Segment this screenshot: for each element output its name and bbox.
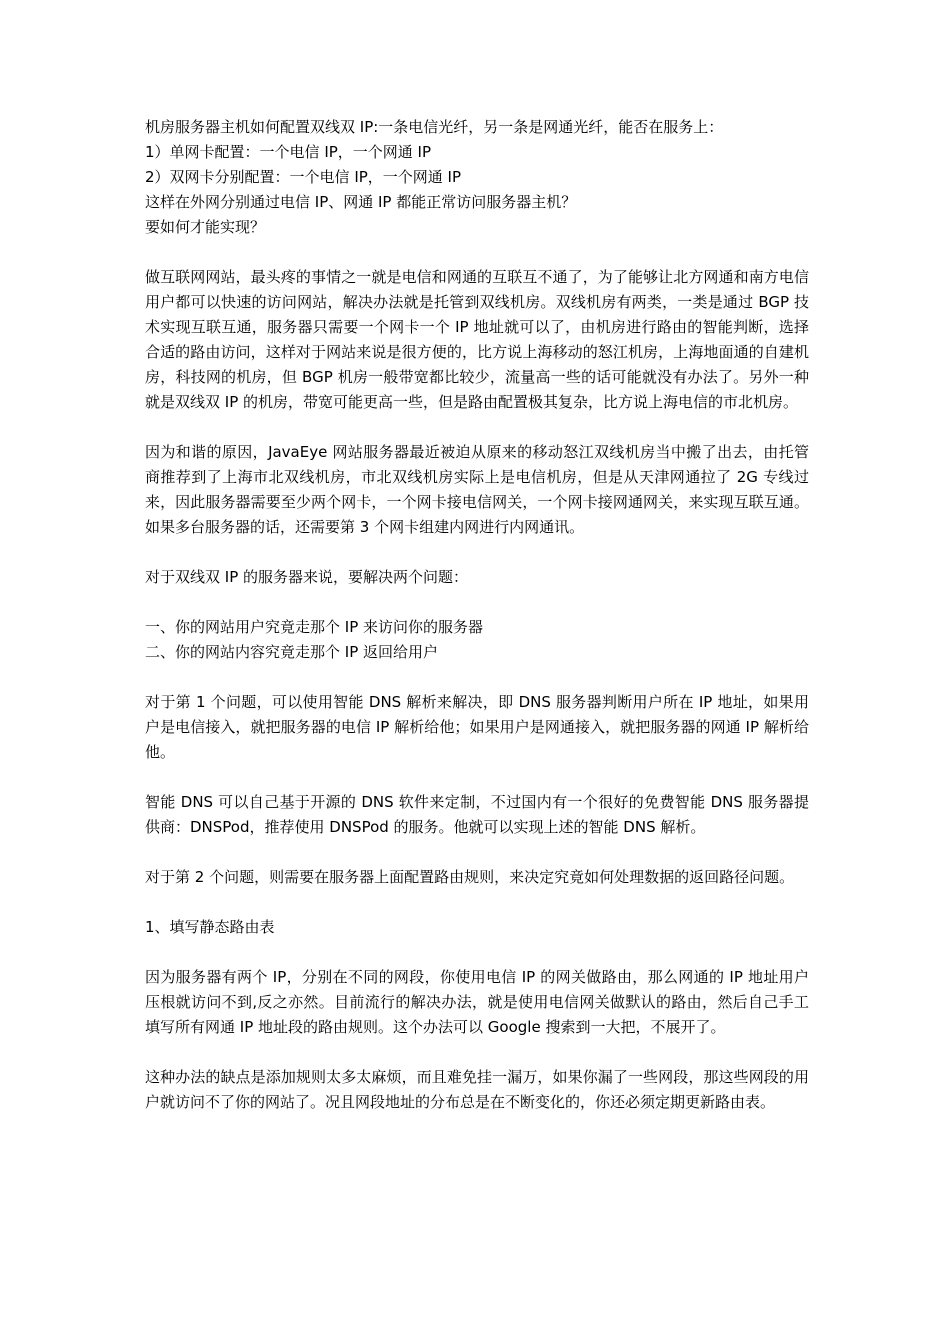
- paragraph-gap: [145, 1040, 809, 1065]
- intro-question: 机房服务器主机如何配置双线双 IP:一条电信光纤，另一条是网通光纤，能否在服务上：: [145, 118, 724, 136]
- paragraph-2: 因为和谐的原因，JavaEye 网站服务器最近被迫从原来的移动怒江双线机房当中搬了出去，由托管商推荐到了上海市北双线机房，市北双线机房实际上是电信机房，但是从天津网通拉了 2G 专线过来，因此服务器需要至少两个网卡，一个网卡接电信网关，一个网卡接网通网关，来实现互联互通。如果多台服务器的话，还需要第 3 个网卡组建内网进行内网通讯。: [145, 443, 809, 536]
- paragraph-1: 做互联网网站，最头疼的事情之一就是电信和网通的互联互不通了，为了能够让北方网通和南方电信用户都可以快速的访问网站，解决办法就是托管到双线机房。双线机房有两类，一类是通过 BGP 技术实现互联互通，服务器只需要一个网卡一个 IP 地址就可以了，由机房进行路由的智能判断，选择合适的路由访问，这样对于网站来说是很方便的，比方说上海移动的怒江机房，上海地面通的自建机房，科技网的机房，但 BGP 机房一般带宽都比较少，流量高一些的话可能就没有办法了。另外一种就是双线双 IP 的机房，带宽可能更高一些，但是路由配置极其复杂，比方说上海电信的市北机房。: [145, 268, 809, 411]
- paragraph-10: 这种办法的缺点是添加规则太多太麻烦，而且难免挂一漏万，如果你漏了一些网段，那这些网段的用户就访问不了你的网站了。况且网段地址的分布总是在不断变化的，你还必须定期更新路由表。: [145, 1068, 809, 1111]
- paragraph-5: 对于第 1 个问题，可以使用智能 DNS 解析来解决，即 DNS 服务器判断用户所在 IP 地址，如果用户是电信接入，就把服务器的电信 IP 解析给他；如果用户是网通接入，就把服务器的网通 IP 解析给他。: [145, 693, 809, 761]
- paragraph-gap: [145, 940, 809, 965]
- paragraph-gap: [145, 765, 809, 790]
- problem-1: 一、你的网站用户究竟走那个 IP 来访问你的服务器: [145, 618, 484, 636]
- paragraph-gap: [145, 590, 809, 615]
- paragraph-7: 对于第 2 个问题，则需要在服务器上面配置路由规则，来决定究竟如何处理数据的返回路径问题。: [145, 868, 795, 886]
- section-heading-static-route: 1、填写静态路由表: [145, 918, 275, 936]
- intro-question-2: 这样在外网分别通过电信 IP、网通 IP 都能正常访问服务器主机？: [145, 193, 577, 211]
- paragraph-gap: [145, 665, 809, 690]
- intro-option-2: 2）双网卡分别配置：一个电信 IP，一个网通 IP: [145, 168, 462, 186]
- document-body: [145, 115, 809, 1115]
- paragraph-3: 对于双线双 IP 的服务器来说，要解决两个问题：: [145, 568, 469, 586]
- paragraph-gap: [145, 540, 809, 565]
- paragraph-gap: [145, 415, 809, 440]
- paragraph-gap: [145, 840, 809, 865]
- intro-option-1: 1）单网卡配置：一个电信 IP，一个网通 IP: [145, 143, 432, 161]
- paragraph-gap: [145, 240, 809, 265]
- intro-question-3: 要如何才能实现？: [145, 218, 266, 236]
- paragraph-6: 智能 DNS 可以自己基于开源的 DNS 软件来定制，不过国内有一个很好的免费智能 DNS 服务器提供商：DNSPod，推荐使用 DNSPod 的服务。他就可以实现上述的智能 DNS 解析。: [145, 793, 809, 836]
- paragraph-gap: [145, 890, 809, 915]
- problem-2: 二、你的网站内容究竟走那个 IP 返回给用户: [145, 643, 439, 661]
- paragraph-9: 因为服务器有两个 IP，分别在不同的网段，你使用电信 IP 的网关做路由，那么网通的 IP 地址用户压根就访问不到,反之亦然。目前流行的解决办法，就是使用电信网关做默认的路由，然后自己手工填写所有网通 IP 地址段的路由规则。这个办法可以 Google 搜索到一大把，不展开了。: [145, 968, 809, 1036]
